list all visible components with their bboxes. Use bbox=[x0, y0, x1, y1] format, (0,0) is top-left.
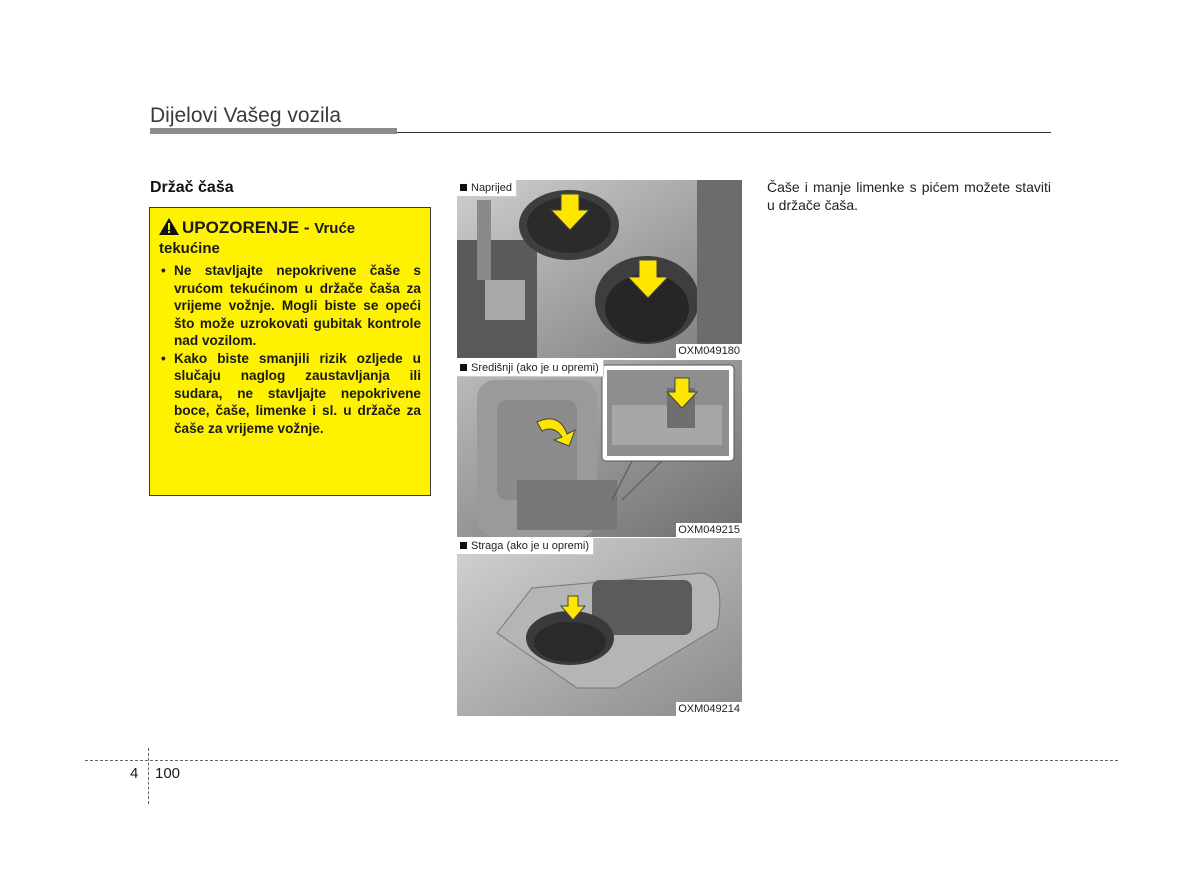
warning-title-line2: tekućine bbox=[159, 240, 220, 257]
footer-vertical-rule bbox=[148, 748, 149, 804]
warning-title bbox=[159, 218, 421, 258]
warning-box bbox=[149, 207, 431, 496]
section-title: Dijelovi Vašeg vozila bbox=[150, 104, 342, 127]
figure-front bbox=[457, 180, 742, 358]
warning-item: • Ne stavljajte nepokrivene čaše s vrućom tekućinom u držače čaša za vrijeme vožnje. Mogli biste se opeći što može uzrokovati gubitak kontrole nad vozilom. bbox=[159, 262, 421, 350]
figure-label: Središnji (ako je u opremi) bbox=[457, 360, 604, 377]
figure-center bbox=[457, 360, 742, 537]
figure-code: OXM049214 bbox=[678, 703, 740, 715]
warning-list bbox=[159, 262, 421, 437]
front-cupholder-image bbox=[457, 180, 742, 358]
page-number: 100 bbox=[155, 765, 181, 782]
figure-code: OXM049215 bbox=[678, 524, 740, 536]
figure-rear bbox=[457, 538, 742, 716]
body-text: Čaše i manje limenke s pićem možete staviti u držače čaša. bbox=[767, 179, 1051, 213]
subheading: Držač čaša bbox=[150, 179, 234, 196]
figure-code: OXM049180 bbox=[678, 345, 740, 357]
warning-item: • Kako biste smanjili rizik ozljede u slučaju naglog zaustavljanja ili sudara, ne stavljajte nepokrivene boce, čaše, limenke i sl. u držače za čaše za vrijeme vožnje. bbox=[159, 350, 421, 438]
figure-label: Naprijed bbox=[457, 180, 517, 197]
rear-cupholder-image bbox=[457, 538, 742, 716]
page-chapter: 4 bbox=[130, 765, 139, 782]
center-cupholder-image bbox=[457, 360, 742, 537]
footer-rule bbox=[85, 760, 1118, 761]
header-rule-thick bbox=[150, 128, 397, 134]
warning-title-sub: Vruće bbox=[314, 220, 356, 237]
warning-title-main: UPOZORENJE - bbox=[182, 218, 310, 237]
figure-label: Straga (ako je u opremi) bbox=[457, 538, 594, 555]
warning-triangle-icon bbox=[159, 218, 179, 235]
header-rule-thin bbox=[397, 132, 1051, 133]
